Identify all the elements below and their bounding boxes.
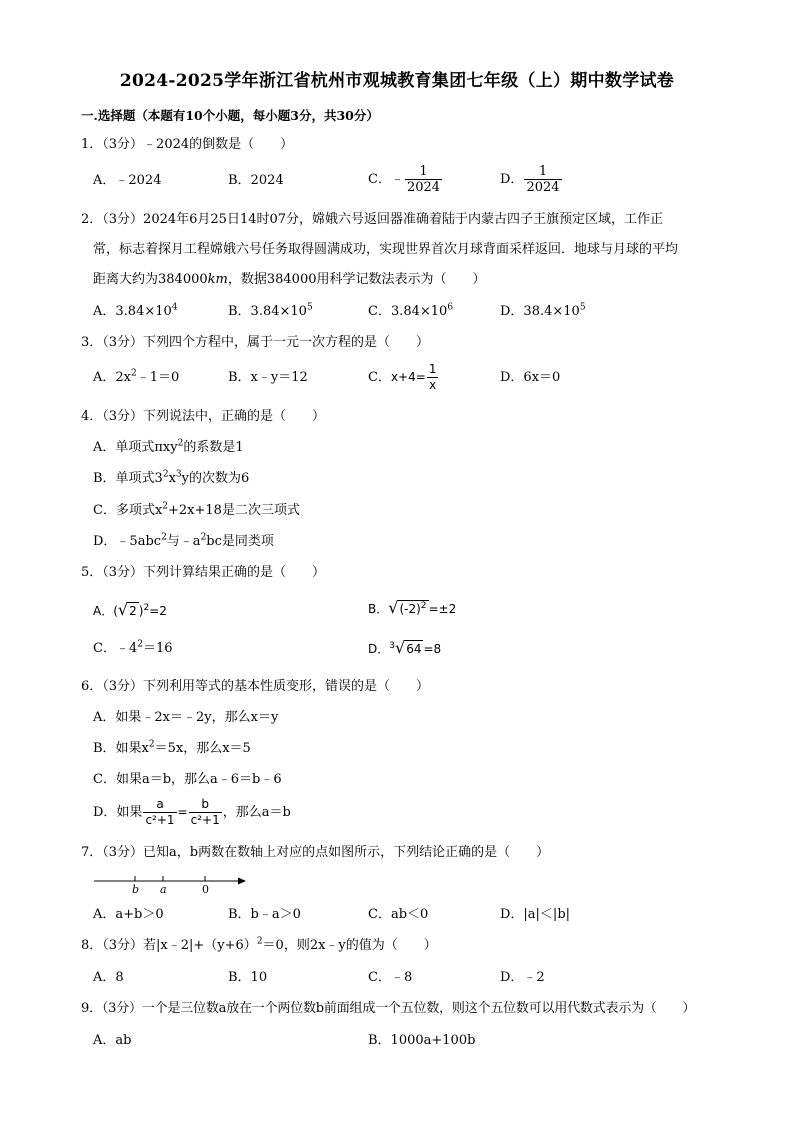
q1-d-prefix: D．: [500, 172, 524, 187]
q6-option-d: D．如果 $\frac{a}{\text{c²+1}}$ = $\frac{b}{\text{c²+1}}$ ，那么a＝b: [93, 797, 291, 827]
question-2-line-2: 常，标志着探月工程嫦娥六号任务取得圆满成功，实现世界首次月球背面采样返回．地球与月球的平均: [93, 242, 679, 257]
question-2-line-3: 距离大约为384000km，数据384000用科学记数法表示为（ ）: [93, 272, 486, 287]
q2-option-d: D．$38.4\times 10^5$: [500, 302, 586, 319]
q8-option-a: A．8: [93, 970, 124, 985]
q2-option-a: A．$3.84\times 10^4$: [93, 302, 178, 319]
q1-option-b: B．2024: [228, 173, 284, 188]
question-2-line-1: 2．（3分）2024年6月25日14时07分，嫦娥六号返回器准确着陆于内蒙古四子王旗预定区域，工作正: [81, 212, 664, 227]
q1-d-fraction: $\frac{1}{2024}$: [526, 164, 560, 195]
q9-option-b: B．1000a+100b: [368, 1033, 476, 1048]
q7-option-a: A．a+b＞0: [93, 907, 164, 922]
q7-option-b: B．b﹣a＞0: [228, 907, 301, 922]
question-9-stem: 9．（3分）一个是三位数a放在一个两位数b前面组成一个五位数，则这个五位数可以用代数式表示为（ ）: [81, 1001, 696, 1016]
q1-option-a: A．﹣2024: [93, 173, 162, 188]
q4-option-b: B．单项式$3^2x^3y$的次数为6: [93, 469, 250, 486]
label-zero: 0: [202, 883, 209, 896]
q4-option-a: A．单项式πxy$^2$的系数是1: [93, 438, 244, 455]
number-line-arrow-icon: [238, 878, 246, 885]
number-line-figure: [90, 872, 250, 896]
q8-option-b: B．10: [228, 970, 268, 985]
q6-option-c: C．如果a＝b，那么a﹣6＝b﹣6: [93, 772, 282, 787]
question-1-stem: 1．（3分）﹣2024的倒数是（ ）: [81, 137, 294, 152]
q4-option-c: C．多项式$x^2+2x+18$是二次三项式: [93, 501, 300, 518]
q1-option-c: [368, 164, 443, 195]
question-3-stem: 3．（3分）下列四个方程中，属于一元一次方程的是（ ）: [81, 335, 430, 350]
q3-option-d: D．6x＝0: [500, 370, 561, 385]
q3-option-a: A．$2x^2﹣1=0$: [93, 368, 180, 385]
q7-option-c: C．ab＜0: [368, 907, 429, 922]
q6-option-b: B．如果$x^2=5x$，那么x＝5: [93, 739, 251, 756]
q8-option-c: C．﹣8: [368, 970, 413, 985]
question-5-stem: 5．（3分）下列计算结果正确的是（ ）: [81, 565, 326, 580]
q2-option-b: B．$3.84\times 10^5$: [228, 302, 313, 319]
q2-option-c: C．$3.84\times 10^6$: [368, 302, 454, 319]
q3-option-b: B．x﹣y＝12: [228, 370, 308, 385]
q9-option-a: A．ab: [93, 1033, 132, 1048]
question-6-stem: 6．（3分）下列利用等式的基本性质变形，错误的是（ ）: [81, 679, 430, 694]
q6-option-a: A．如果﹣2x＝﹣2y，那么x＝y: [93, 710, 279, 725]
q5-option-b: B．$√(-2)^2 =\pm 2$: [368, 598, 457, 617]
question-4-stem: 4．（3分）下列说法中，正确的是（ ）: [81, 409, 326, 424]
q6-d-fraction-right: $\frac{b}{\text{c²+1}}$: [190, 797, 220, 827]
sqrt-symbol: √: [117, 600, 129, 619]
q6-d-fraction-left: $\frac{a}{\text{c²+1}}$: [145, 797, 175, 827]
question-8-stem: 8．（3分）若$|x﹣2|+(y+6)^2=0$，则2x﹣y的值为（ ）: [81, 936, 437, 953]
sqrt-symbol: √: [388, 598, 399, 617]
q3-c-fraction: $\frac{1}{x}$: [428, 362, 437, 392]
label-a: a: [160, 883, 167, 896]
q8-option-d: D．﹣2: [500, 970, 545, 985]
cube-root-symbol: √: [394, 638, 406, 657]
q3-option-c: C．x+4= $\frac{1}{x}$: [368, 362, 437, 392]
section-heading: 一.选择题（本题有10个小题，每小题3分，共30分）: [81, 108, 379, 123]
q5-option-d: D．$^3$√64 =8: [368, 638, 442, 657]
label-b: b: [132, 883, 140, 896]
page-title: 2024-2025学年浙江省杭州市观城教育集团七年级（上）期中数学试卷: [119, 71, 675, 91]
question-7-stem: 7．（3分）已知a，b两数在数轴上对应的点如图所示，下列结论正确的是（ ）: [81, 845, 550, 860]
q1-c-fraction: $\frac{1}{2024}$: [406, 164, 441, 195]
q1-c-prefix: C．﹣: [368, 172, 404, 187]
q1-option-d: [500, 164, 563, 195]
q7-option-d: D．|a|＜|b|: [500, 907, 571, 922]
q4-option-d: D．﹣5abc$^2$与$﹣a^2bc$是同类项: [93, 532, 274, 549]
q5-option-c: C．$﹣4^2=16$: [93, 639, 173, 656]
q5-option-a: A．(√2 )$^2$=2: [93, 600, 167, 619]
